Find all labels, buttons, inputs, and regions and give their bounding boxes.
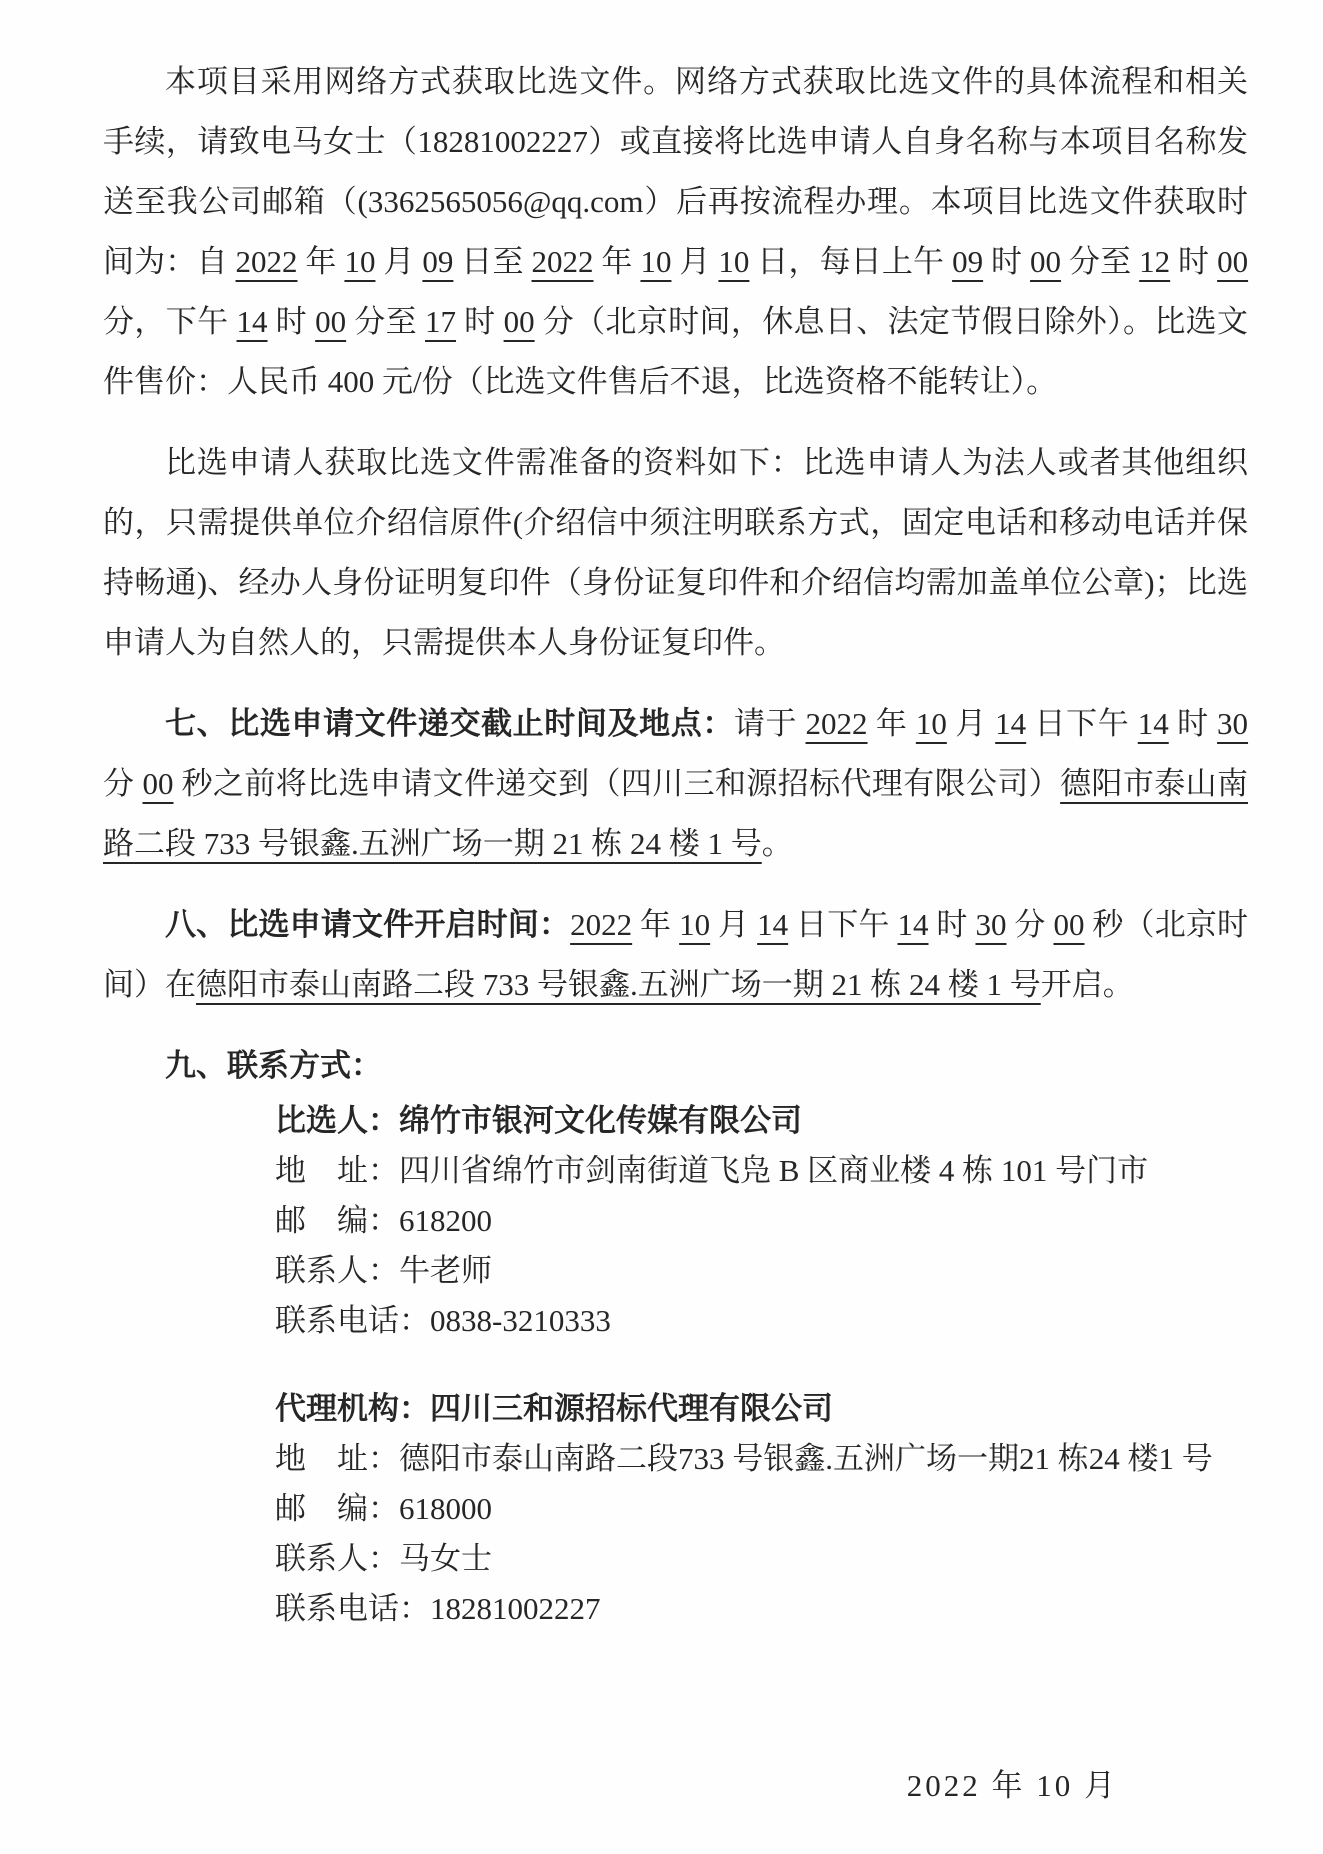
bidder-address-line: 地 址：四川省绵竹市剑南街道飞凫 B 区商业楼 4 栋 101 号门市 <box>275 1153 1149 1188</box>
para-obtain-method: 本项目采用网络方式获取比选文件。网络方式获取比选文件的具体流程和相关手续，请致电马女士（18281002227）或直接将比选申请人自身名称与本项目名称发送至我公司邮箱（(3362565056@qq.com）后再按流程办理。本项目比选文件获取时间为：自 2022 年 10 月 09 日至 2022 年 10 月 10 日，每日上午 09 时 00 分至 12 时 00 分，下午 14 时 00 分至 17 时 00 分（北京时间，休息日、法定节假日除外）。比选文件售价：人民币 400 元/份（比选文件售后不退，比选资格不能转让）。 <box>103 64 1249 399</box>
agency-contact-person-line: 联系人：马女士 <box>275 1541 492 1576</box>
agency-phone-line: 联系电话：18281002227 <box>275 1591 601 1626</box>
footer-date: 2022 年 10 月 <box>906 1768 1118 1803</box>
bidder-contact-person-line: 联系人：牛老师 <box>275 1253 492 1288</box>
bidder-contact-block <box>103 1096 1248 1346</box>
agency-contact-block <box>103 1384 1248 1634</box>
para-required-materials: 比选申请人获取比选文件需准备的资料如下：比选申请人为法人或者其他组织的，只需提供单位介绍信原件(介绍信中须注明联系方式，固定电话和移动电话并保持畅通)、经办人身份证明复印件（身份证复印件和介绍信均需加盖单位公章)；比选申请人为自然人的，只需提供本人身份证复印件。 <box>103 445 1248 660</box>
para-section-7-submission-deadline: 七、比选申请文件递交截止时间及地点：请于 2022 年 10 月 14 日下午 14 时 30 分 00 秒之前将比选申请文件递交到（四川三和源招标代理有限公司）德阳市泰山南路二段 733 号银鑫.五洲广场一期 21 栋 24 楼 1 号。 <box>103 706 1249 861</box>
bidder-phone-line: 联系电话：0838-3210333 <box>275 1303 611 1338</box>
agency-postcode-line: 邮 编：618000 <box>275 1491 492 1526</box>
para-section-8-opening-time: 八、比选申请文件开启时间：2022 年 10 月 14 日下午 14 时 30 分 00 秒（北京时间）在德阳市泰山南路二段 733 号银鑫.五洲广场一期 21 栋 24 楼 1 号开启。 <box>103 907 1249 1002</box>
bidder-postcode-line: 邮 编：618200 <box>275 1203 492 1238</box>
agency-address-line: 地 址：德阳市泰山南路二段733 号银鑫.五洲广场一期21 栋24 楼1 号 <box>275 1441 1213 1476</box>
agency-name-line: 代理机构：四川三和源招标代理有限公司 <box>275 1391 833 1426</box>
bidder-name-line: 比选人：绵竹市银河文化传媒有限公司 <box>275 1103 802 1138</box>
para-section-9-contact-heading: 九、联系方式： <box>165 1048 382 1083</box>
